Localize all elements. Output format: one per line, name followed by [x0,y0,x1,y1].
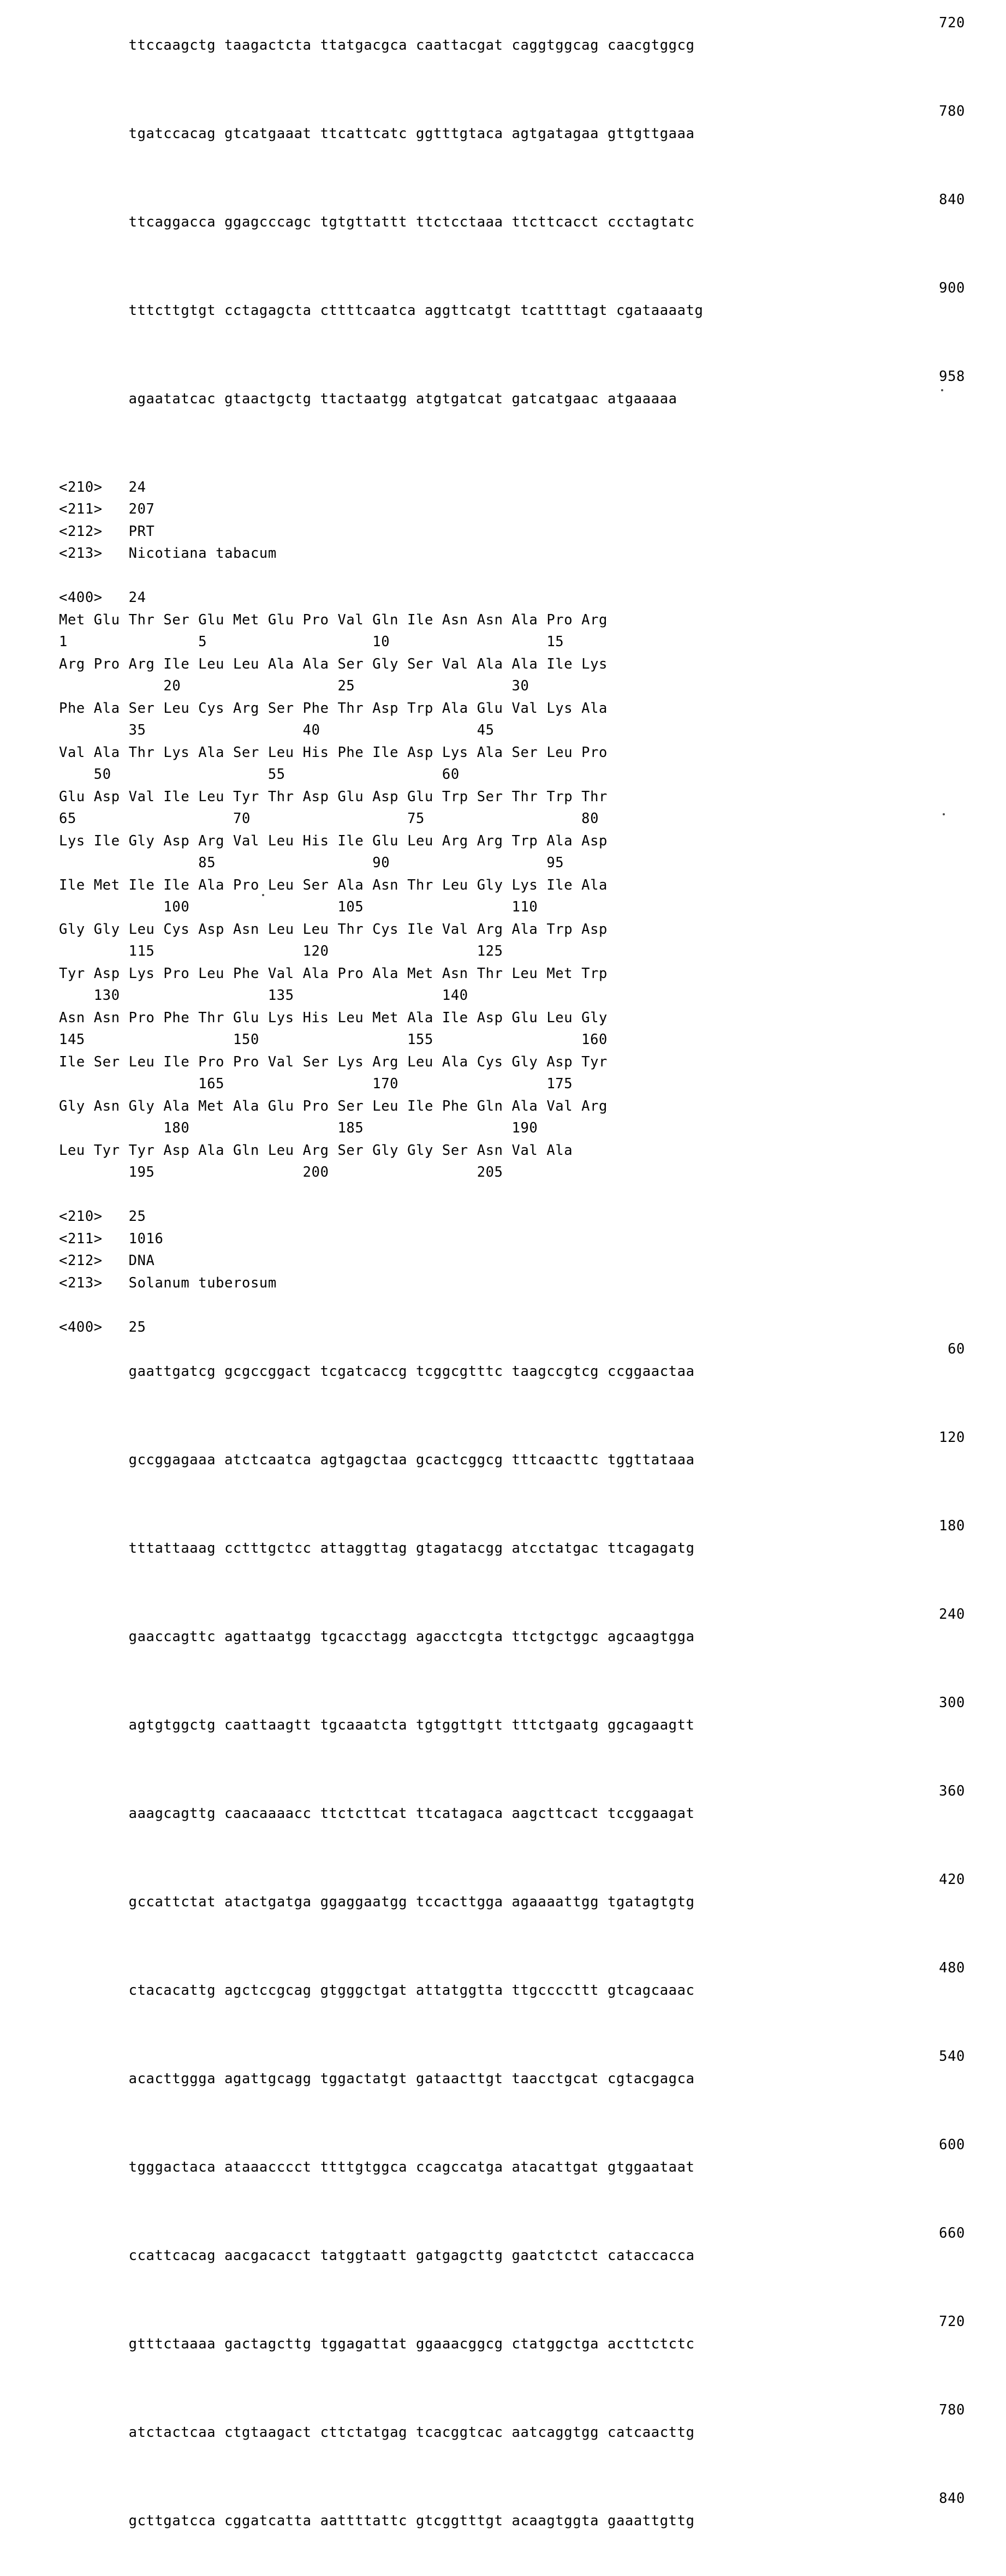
sequence-text: gccggagaaa atctcaatca agtgagctaa gcactcggcg tttcaacttc tggttataaa [128,1451,695,1468]
sequence-text: atctactcaa ctgtaagact cttctatgag tcacggtcac aatcaggtgg catcaacttg [128,2424,695,2441]
residue-numbering: 35 40 45 [59,722,495,738]
sequence-position: 958 [939,368,965,385]
residue-numbering: 145 150 155 160 [59,1031,608,1048]
sequence-line [59,1515,965,1603]
protein-sequence-block-24 [59,609,965,1184]
sequence-line [59,2222,965,2311]
sequence-position: 660 [939,2225,965,2241]
sequence-header-24 [59,476,965,609]
sequence-text: aaagcagttg caacaaaacc ttctcttcat ttcatagaca aagcttcact tccggaagat [128,1805,695,1822]
sequence-line [59,366,965,454]
sequence-position: 300 [939,1695,965,1711]
tag-210: <210> 25 [59,1208,146,1225]
sequence-position: 120 [939,1429,965,1446]
sequence-position: 840 [939,2490,965,2507]
sequence-position: 780 [939,2402,965,2418]
spacer [59,454,965,476]
dna-sequence-block-25 [59,1338,965,2576]
spacer [59,565,965,587]
residue-numbering: 100 105 110 [59,899,538,915]
sequence-text: gaattgatcg gcgccggact tcgatcaccg tcggcgtttc taagccgtcg ccggaactaa [128,1363,695,1380]
sequence-line [59,1603,965,1692]
sequence-line [59,1869,965,1957]
spacer [59,1184,965,1206]
residue-line: Glu Asp Val Ile Leu Tyr Thr Asp Glu Asp Glu Trp Ser Thr Trp Thr [59,788,608,805]
residue-numbering: 195 200 205 [59,1164,503,1180]
residue-numbering: 65 70 75 80 [59,810,599,827]
spacer [59,1294,965,1316]
sequence-line [59,277,965,366]
tag-400: <400> 24 [59,589,146,606]
residue-line: Lys Ile Gly Asp Arg Val Leu His Ile Glu Leu Arg Arg Trp Ala Asp [59,832,608,849]
sequence-position: 720 [939,2313,965,2330]
scan-artifact-speck [943,813,945,815]
sequence-text: ccattcacag aacgacacct tatggtaatt gatgagcttg gaatctctct cataccacca [128,2247,695,2264]
sequence-text: ttcaggacca ggagcccagc tgtgttattt ttctcctaaa ttcttcacct ccctagtatc [128,213,695,230]
sequence-text: gcttgatcca cggatcatta aattttattc gtcggtttgt acaagtggta gaaattgttg [128,2512,695,2529]
residue-line: Asn Asn Pro Phe Thr Glu Lys His Leu Met Ala Ile Asp Glu Leu Gly [59,1009,608,1026]
scan-artifact-speck [262,894,264,896]
tag-210: <210> 24 [59,479,146,496]
tag-213: <213> Solanum tuberosum [59,1274,277,1291]
tag-211: <211> 207 [59,501,155,517]
sequence-position: 480 [939,1960,965,1976]
sequence-position: 360 [939,1783,965,1799]
residue-line: Gly Gly Leu Cys Asp Asn Leu Leu Thr Cys Ile Val Arg Ala Trp Asp [59,921,608,938]
sequence-text: ctacacattg agctccgcag gtgggctgat attatggtta ttgccccttt gtcagcaaac [128,1982,695,1999]
sequence-position: 900 [939,280,965,296]
tag-212: <212> DNA [59,1253,155,1269]
sequence-position: 780 [939,103,965,120]
sequence-header-25 [59,1206,965,1338]
sequence-line [59,2311,965,2399]
residue-line: Phe Ala Ser Leu Cys Arg Ser Phe Thr Asp Trp Ala Glu Val Lys Ala [59,700,608,717]
sequence-text: agaatatcac gtaactgctg ttactaatgg atgtgatcat gatcatgaac atgaaaaa [128,390,677,407]
residue-numbering: 1 5 10 15 [59,634,564,650]
sequence-text: gccattctat atactgatga ggaggaatgg tccacttgga agaaaattgg tgatagtgtg [128,1893,695,1910]
sequence-position: 720 [939,15,965,31]
residue-numbering: 115 120 125 [59,943,503,959]
residue-line: Tyr Asp Lys Pro Leu Phe Val Ala Pro Ala Met Asn Thr Leu Met Trp [59,965,608,982]
residue-line: Leu Tyr Tyr Asp Ala Gln Leu Arg Ser Gly Gly Ser Asn Val Ala [59,1142,573,1159]
sequence-text: ttccaagctg taagactcta ttatgacgca caattacgat caggtggcag caacgtggcg [128,37,695,53]
sequence-text: tttcttgtgt cctagagcta cttttcaatca aggttcatgt tcattttagt cgataaaatg [128,302,704,319]
residue-numbering: 20 25 30 [59,678,529,694]
scan-artifact-speck [941,389,943,391]
dna-sequence-block-23 [59,12,965,454]
sequence-line [59,1692,965,1780]
sequence-text: tgatccacag gtcatgaaat ttcattcatc ggtttgtaca agtgatagaa gttgttgaaa [128,125,695,142]
tag-400: <400> 25 [59,1319,146,1335]
sequence-line [59,12,965,100]
residue-numbering: 50 55 60 [59,766,460,783]
sequence-position: 180 [939,1518,965,1534]
sequence-line [59,2399,965,2488]
residue-line: Met Glu Thr Ser Glu Met Glu Pro Val Gln Ile Asn Asn Ala Pro Arg [59,611,608,628]
residue-line: Ile Ser Leu Ile Pro Pro Val Ser Lys Arg Leu Ala Cys Gly Asp Tyr [59,1053,608,1070]
sequence-position: 420 [939,1871,965,1888]
residue-line: Val Ala Thr Lys Ala Ser Leu His Phe Ile Asp Lys Ala Ser Leu Pro [59,744,608,761]
tag-213: <213> Nicotiana tabacum [59,545,277,562]
sequence-position: 540 [939,2048,965,2065]
sequence-position: 600 [939,2137,965,2153]
residue-line: Gly Asn Gly Ala Met Ala Glu Pro Ser Leu Ile Phe Gln Ala Val Arg [59,1098,608,1114]
sequence-line [59,2046,965,2134]
sequence-line [59,1780,965,1869]
residue-numbering: 130 135 140 [59,987,468,1004]
sequence-position: 240 [939,1606,965,1623]
sequence-text: gtttctaaaa gactagcttg tggagattat ggaaacggcg ctatggctga accttctctc [128,2335,695,2352]
residue-numbering: 165 170 175 [59,1076,573,1092]
sequence-line [59,189,965,277]
residue-numbering: 85 90 95 [59,855,564,871]
tag-212: <212> PRT [59,523,155,540]
sequence-line [59,2488,965,2576]
sequence-line [59,2134,965,2222]
sequence-position: 840 [939,192,965,208]
sequence-text: agtgtggctg caattaagtt tgcaaatcta tgtggttgtt tttctgaatg ggcagaagtt [128,1716,695,1733]
sequence-line [59,100,965,189]
sequence-text: tttattaaag cctttgctcc attaggttag gtagatacgg atcctatgac ttcagagatg [128,1540,695,1557]
residue-numbering: 180 185 190 [59,1120,538,1136]
residue-line: Arg Pro Arg Ile Leu Leu Ala Ala Ser Gly Ser Val Ala Ala Ile Lys [59,655,608,672]
sequence-text: gaaccagttc agattaatgg tgcacctagg agacctcgta ttctgctggc agcaagtgga [128,1628,695,1645]
sequence-text: acacttggga agattgcagg tggactatgt gataacttgt taacctgcat cgtacgagca [128,2070,695,2087]
tag-211: <211> 1016 [59,1230,164,1247]
sequence-text: tgggactaca ataaacccct ttttgtggca ccagccatga atacattgat gtggaataat [128,2158,695,2175]
sequence-line [59,1957,965,2046]
residue-line: Ile Met Ile Ile Ala Pro Leu Ser Ala Asn Thr Leu Gly Lys Ile Ala [59,876,608,893]
sequence-position: 60 [948,1341,965,1357]
sequence-listing-content [59,12,965,2576]
sequence-line [59,1338,965,1427]
